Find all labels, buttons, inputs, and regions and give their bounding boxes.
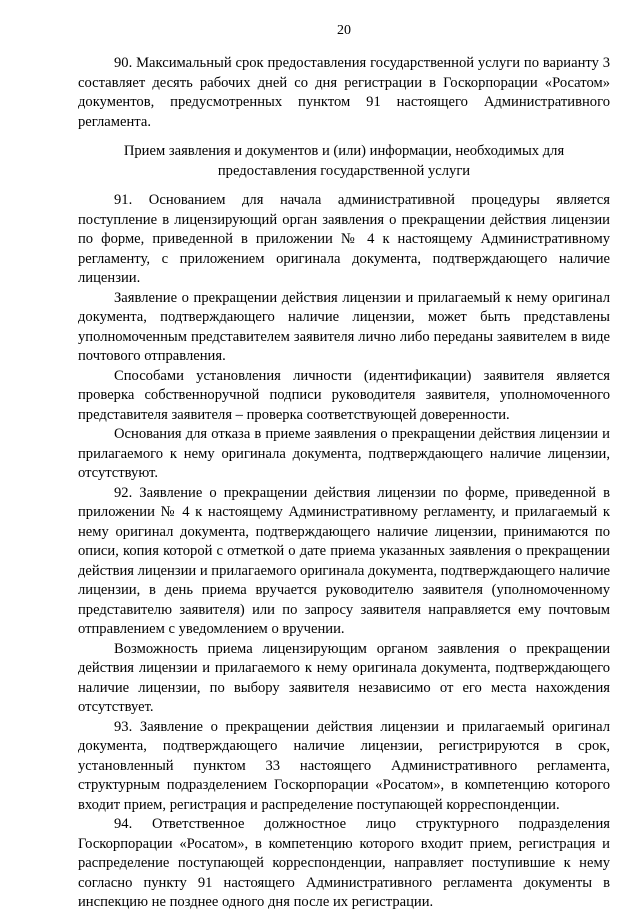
paragraph-93: 93. Заявление о прекращении действия лицензии и прилагаемый оригинал документа, подтверждающего наличие лицензии, регистрируются в срок, установленный пунктом 33 настоящего Административного регламента, структурным подразделением Госкорпорации «Росатом», в компетенцию которого входит прием, регистрация и распределение поступающей корреспонденции. [78,718,610,813]
document-body [78,54,610,913]
paragraph-91: 91. Основанием для начала административной процедуры является поступление в лицензирующий орган заявления о прекращении действия лицензии по форме, приведенной в приложении № 4 к настоящему Административному регламенту, с приложением оригинала документа, подтверждающего наличие лицензии. [78,192,610,286]
section-heading: Прием заявления и документов и (или) информации, необходимых для предоставления государственной услуги [123,143,565,179]
document-page [78,0,610,910]
paragraph-94: 94. Ответственное должностное лицо структурного подразделения Госкорпорации «Росатом», в компетенцию которого входит прием, регистрация и распределение поступающей корреспонденции, направляет поступившие к нему согласно пункту 91 настоящего Административного регламента документы в инспекцию не позднее одного дня после их регистрации. [78,816,610,910]
page-number: 20 [337,23,351,38]
paragraph-92-location: Возможность приема лицензирующим органом заявления о прекращении действия лицензии и прилагаемого к нему оригинала документа, подтверждающего наличие лицензии, по выбору заявителя независимо от его места нахождения отсутствует. [78,640,610,715]
paragraph-92: 92. Заявление о прекращении действия лицензии по форме, приведенной в приложении № 4 к настоящему Административному регламенту, и прилагаемый к нему оригинал документа, подтверждающего наличие лицензии, принимаются по описи, копия которой с отметкой о дате приема указанных заявления о прекращении действия лицензии и прилагаемого оригинала документа, подтверждающего наличие лицензии, в день приема вручается руководителю заявителя (уполномоченному представителю заявителя) или по запросу заявителя направляется ему почтовым отправлением с уведомлением о вручении. [78,484,610,637]
paragraph-90: 90. Максимальный срок предоставления государственной услуги по варианту 3 составляет десять рабочих дней со дня регистрации в Госкорпорации «Росатом» документов, предусмотренных пунктом 91 настоящего Административного регламента. [78,55,610,130]
paragraph-91-submission: Заявление о прекращении действия лицензии и прилагаемый к нему оригинал документа, подтверждающего наличие лицензии, может быть представлены уполномоченным представителем заявителя лично либо переданы заявителем в виде почтового отправления. [78,289,610,364]
paragraph-91-identification: Способами установления личности (идентификации) заявителя является проверка собственноручной подписи руководителя заявителя, уполномоченного представителя заявителя – проверка соответствующей доверенности. [78,367,610,423]
paragraph-91-refusal-grounds: Основания для отказа в приеме заявления о прекращении действия лицензии и прилагаемого к нему оригинала документа, подтверждающего наличие лицензии, отсутствуют. [78,426,610,481]
